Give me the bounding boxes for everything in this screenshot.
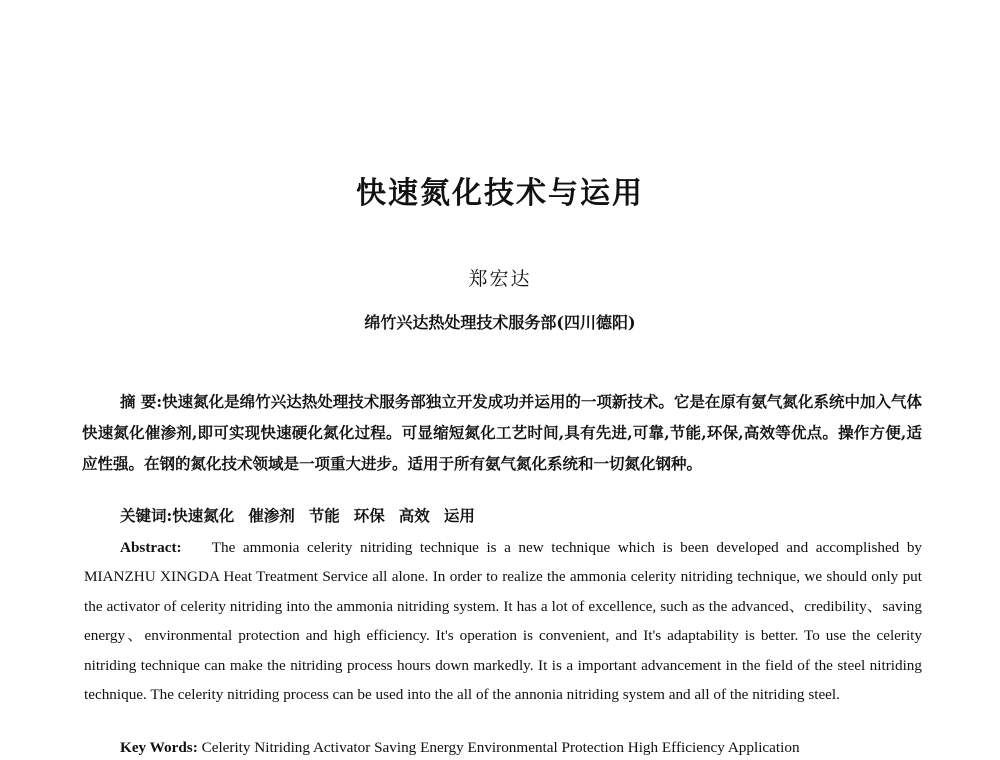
english-keywords-label: Key Words: [120,739,198,756]
paper-title: 快速氮化技术与运用 [356,176,644,211]
chinese-abstract-label: 摘 要: [120,392,163,411]
keyword: 环保 [353,506,385,525]
chinese-abstract-text: 快速氮化是绵竹兴达热处理技术服务部独立开发成功并运用的一项新技术。它是在原有氨气氮化系统中加入气体快速氮化催渗剂,即可实现快速硬化氮化过程。可显缩短氮化工艺时间,具有先进,可靠,节能,环保,高效等优点。操作方便,适应性强。在钢的氮化技术领域是一项重大进步。适用于所有氨气氮化系统和一切氮化钢种。 [82,392,922,473]
chinese-abstract [82,386,922,479]
chinese-keywords [120,502,920,530]
english-abstract-text: The ammonia celerity nitriding technique is a new technique which is been developed and accomplished by MIANZHU XINGDA Heat Treatment Service all alone. In order to realize the ammonia celerity nitriding technique, we should only put the activator of celerity nitriding into the ammonia nitriding system. It has a lot of excellence, such as the advanced、credibility、saving energy、environmental protection and high efficiency. It's operation is convenient, and It's adaptability is better. To use the celerity nitriding technique can make the nitriding process hours down markedly. It is a important advancement in the field of the steel nitriding technique. The celerity nitriding process can be used into the all of the annonia nitriding system and all of the nitriding steel. [84,539,923,704]
keyword: 催渗剂 [248,506,295,525]
keyword: 运用 [443,506,475,525]
english-abstract-label: Abstract: [120,539,182,556]
keyword: 快速氮化 [172,506,235,525]
english-keywords-text: Celerity Nitriding Activator Saving Energy Environmental Protection High Efficiency Application [201,739,800,756]
english-keywords [120,737,940,759]
keyword: 节能 [308,506,340,525]
author-name: 郑宏达 [468,268,532,290]
keyword: 高效 [398,506,430,525]
english-abstract [84,533,922,709]
author-affiliation: 绵竹兴达热处理技术服务部(四川德阳) [364,313,636,332]
chinese-keywords-label: 关键词: [120,506,173,525]
